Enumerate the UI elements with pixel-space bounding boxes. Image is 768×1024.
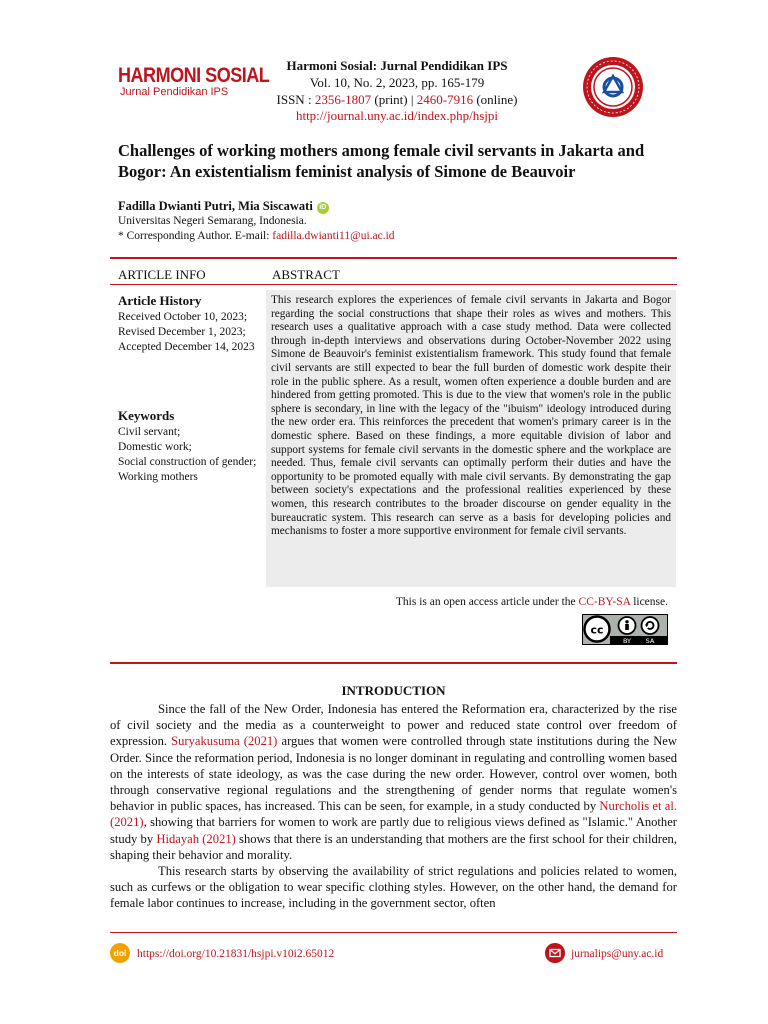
introduction-heading: INTRODUCTION bbox=[341, 683, 446, 698]
cc-sa-label: SA bbox=[645, 637, 655, 645]
orcid-icon[interactable]: iD bbox=[317, 202, 329, 214]
issn-line bbox=[232, 92, 562, 108]
license-statement bbox=[270, 596, 668, 608]
issn-suffix: (online) bbox=[473, 92, 518, 107]
abstract-text: This research explores the experiences of female civil servants in Jakarta and Bogor regarding the social constructions that shape their roles as wives and mothers. This research uses a qualitative approach with a case study method. Data were collected through in-depth interviews and observations during October-November 2022 using Simone de Beauvoir's feminist existentialism framework. This study found that female civil servants are still expected to bear the full burden of domestic work despite their role in the public sphere. As a result, women often experience a double burden and are hindered from getting promoted. This is due to the view that women's role in the public sphere is secondary, in line with the legacy of the "ibuism" ideology introduced during the new order era. This reinforces the precedent that women's primary career is in the domestic sphere. Based on these findings, a more equitable division of labor and support systems for female civil servants in the domestic sphere and the workplace are needed. Thus, female civil servants can optimally perform their duties and have the opportunity to be promoted equally with male civil servants. By demonstrating the gap between society's expectations and the professional realities experienced by these women, this research contributes to the broader discourse on gender equality in the bureaucratic system. This research can serve as a basis for developing policies and mechanisms to foster a more supportive environment for female civil servants. bbox=[271, 294, 671, 538]
keyword-item: Civil servant; bbox=[118, 426, 181, 438]
corresponding-email-link[interactable]: fadilla.dwianti11@ui.ac.id bbox=[272, 230, 395, 242]
doi-link[interactable]: https://doi.org/10.21831/hsjpi.v10i2.65012 bbox=[137, 948, 335, 960]
corresponding-prefix: * Corresponding Author. E-mail: bbox=[118, 230, 273, 242]
license-link[interactable]: CC-BY-SA bbox=[578, 596, 631, 608]
intro-p1-text-b: argues that women were controlled through state institutions during the New Order. Since the reformation period, Indonesia is no longer dominant in regulating and controlling women based on the interests of state ideology, as was the case during the new order. However, control over women, both through conservative regional regulations and the strengthening of gender norms that regulate women's behavior in public spaces, has increased. This can be seen, for example, in a study conducted by bbox=[110, 734, 677, 814]
journal-title: Harmoni Sosial: Jurnal Pendidikan IPS bbox=[286, 58, 508, 73]
citation-suryakusuma[interactable]: Suryakusuma (2021) bbox=[171, 734, 278, 749]
svg-text:cc: cc bbox=[590, 623, 604, 637]
affiliation: Universitas Negeri Semarang, Indonesia. bbox=[118, 215, 307, 227]
article-info-heading: ARTICLE INFO bbox=[118, 267, 206, 282]
keyword-item: Social construction of gender; bbox=[118, 456, 257, 468]
footer-divider bbox=[110, 932, 677, 933]
issn-mid: (print) | bbox=[371, 92, 417, 107]
volume-line: Vol. 10, No. 2, 2023, pp. 165-179 bbox=[309, 75, 485, 90]
accepted-date: Accepted December 14, 2023 bbox=[118, 341, 255, 353]
citation-nurcholis[interactable]: Nurcholis et al. (2021) bbox=[110, 799, 678, 830]
keywords-heading: Keywords bbox=[118, 408, 175, 423]
doi-icon: doi bbox=[110, 943, 130, 963]
university-seal-icon bbox=[581, 55, 645, 119]
authors-line bbox=[118, 199, 329, 214]
journal-logo-subtitle: Jurnal Pendidikan IPS bbox=[120, 86, 229, 98]
author-names: Fadilla Dwianti Putri, Mia Siscawati bbox=[118, 199, 313, 213]
keyword-item: Working mothers bbox=[118, 471, 198, 483]
intro-p1-text-c: , showing that barriers for women to work are partly due to religious views defined as "Islamic." Another study by bbox=[110, 815, 677, 846]
journal-url-line bbox=[232, 108, 562, 124]
issn-prefix: ISSN : bbox=[276, 92, 315, 107]
license-prefix: This is an open access article under the bbox=[395, 596, 579, 608]
journal-email-link[interactable]: jurnalips@uny.ac.id bbox=[571, 948, 664, 960]
journal-logo-name: HARMONI SOSIAL bbox=[118, 64, 270, 87]
corresponding-author bbox=[118, 230, 395, 242]
intro-p1-text-d: shows that there is an understanding that mothers are the first school for their children, shaping their behavior and morality. bbox=[110, 831, 677, 862]
citation-hidayah[interactable]: Hidayah (2021) bbox=[156, 831, 236, 846]
section-divider-head bbox=[110, 284, 677, 285]
journal-url-link[interactable]: http://journal.uny.ac.id/index.php/hsjpi bbox=[295, 108, 499, 123]
keyword-item: Domestic work; bbox=[118, 441, 192, 453]
article-title: Challenges of working mothers among female civil servants in Jakarta and Bogor: An existentialism feminist analysis of Simone de Beauvoir bbox=[118, 141, 645, 181]
intro-p1-text-a: Since the fall of the New Order, Indonesia has entered the Reformation era, characterized by the rise of civil society and the media as a counterweight to power and reduced state control over freedom of expression. bbox=[110, 702, 677, 749]
section-divider-bottom bbox=[110, 662, 677, 664]
license-suffix: license. bbox=[630, 596, 668, 608]
article-history bbox=[118, 293, 263, 355]
cc-by-sa-badge-icon[interactable] bbox=[582, 614, 668, 645]
revised-date: Revised December 1, 2023; bbox=[118, 326, 246, 338]
issn-online-link[interactable]: 2460-7916 bbox=[416, 92, 474, 107]
intro-paragraph-1 bbox=[110, 701, 677, 863]
section-divider-top bbox=[110, 257, 677, 259]
intro-paragraph-2: This research starts by observing the availability of strict regulations and policies related to women, such as curfews or the obligation to wear specific clothing styles. However, on the other hand, the demand for female labor continues to increase, including in the government sector, often bbox=[110, 864, 677, 911]
issn-print-link[interactable]: 2356-1807 bbox=[314, 92, 372, 107]
cc-by-label: BY bbox=[622, 637, 632, 645]
keywords-section bbox=[118, 408, 263, 485]
email-icon bbox=[545, 943, 565, 963]
received-date: Received October 10, 2023; bbox=[118, 311, 248, 323]
history-heading: Article History bbox=[118, 293, 202, 308]
abstract-heading: ABSTRACT bbox=[272, 267, 340, 282]
introduction-body bbox=[110, 701, 677, 912]
